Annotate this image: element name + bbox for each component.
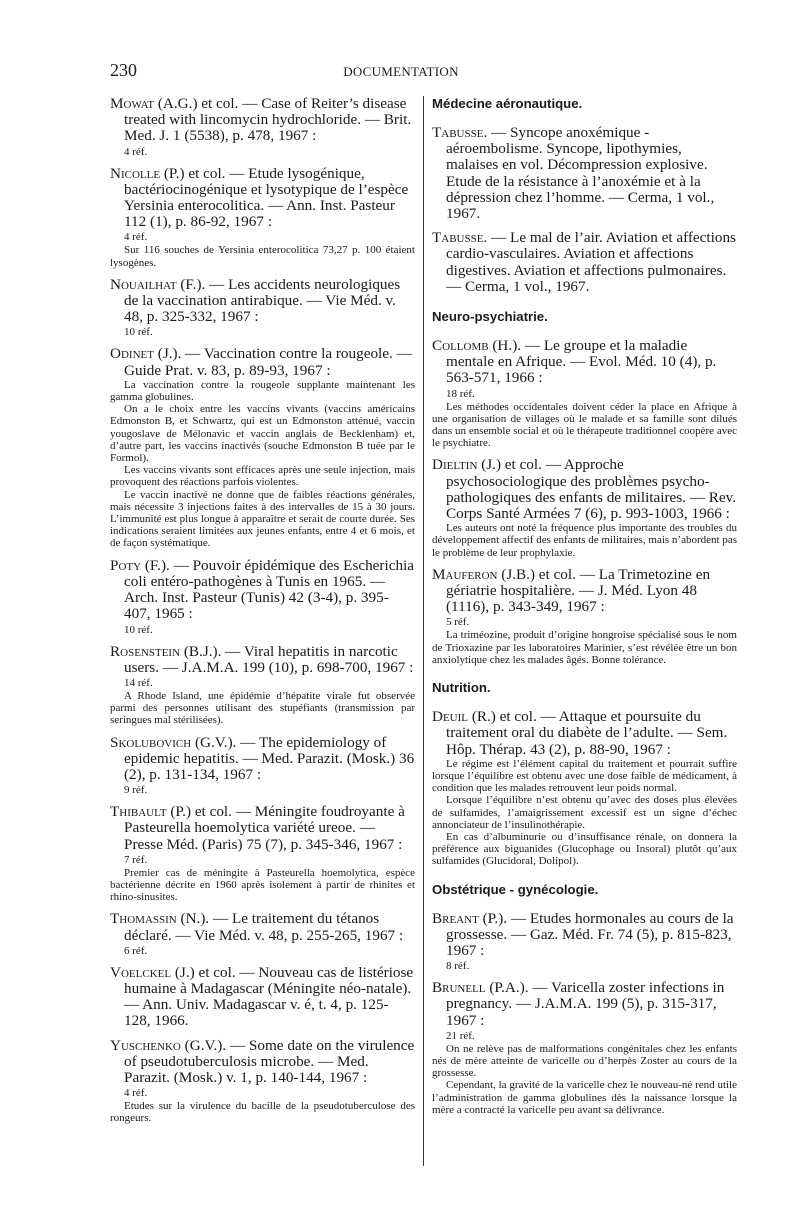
entry-abstract	[432, 1043, 737, 1116]
entry-abstract	[110, 1100, 415, 1124]
bibliography-entry	[432, 338, 737, 449]
bibliography-entry	[432, 567, 737, 666]
bibliography-entry	[110, 277, 415, 339]
entry-reference-count: 10 réf.	[124, 326, 153, 339]
bibliography-entry	[432, 980, 737, 1116]
entry-author: Voelckel	[110, 963, 172, 981]
entry-citation	[110, 735, 415, 784]
entry-author: Brunell	[432, 979, 486, 997]
bibliography-entry	[110, 804, 415, 903]
entry-abstract	[110, 867, 415, 904]
abstract-paragraph: Cependant, la gravité de la varicelle chez le nouveau-né rend utile l’administration de gamma globulines dès la naissance lorsque la mère a contracté la varicelle peu avant sa délivrance.	[432, 1079, 737, 1116]
entry-citation	[432, 230, 737, 295]
bibliography-entry	[110, 1038, 415, 1125]
entry-abstract	[110, 690, 415, 727]
entry-citation	[432, 125, 737, 222]
bibliography-entry	[432, 911, 737, 973]
section-title: Obstétrique - gynécologie.	[432, 881, 599, 897]
bibliography-entry	[110, 96, 415, 158]
abstract-paragraph: A Rhode Island, une épidémie d’hépatite virale fut observée parmi des personnes utilisant des stupéfiants (transmission par seringues mal stérilisées).	[110, 689, 415, 727]
entry-author: Mowat	[110, 95, 155, 112]
entry-citation-text: (R.) et col. — Attaque et poursuite du traitement oral du diabète de l’adulte. — Sem. Hôp. Thérap. 43 (2), p. 88-90, 1967 :	[446, 708, 728, 758]
entry-reference-count: 14 réf.	[124, 676, 153, 689]
entry-citation-text: (F.). — Pouvoir épidémique des Escherichia coli entéro-pathogènes à Tunis en 1965. — Arch. Inst. Pasteur (Tunis) 42 (3-4), p. 395-407, 1965 :	[124, 556, 414, 623]
entry-abstract	[110, 244, 415, 268]
entry-citation	[110, 96, 415, 145]
section	[432, 680, 737, 867]
entry-author: Nicolle	[110, 164, 161, 182]
abstract-paragraph: Lorsque l’équilibre n’est obtenu qu’avec des doses plus élevées de sulfamides, l’amaigrissement excessif est un signe d’échec annonciateur de l’insulinothérapie.	[432, 794, 737, 831]
bibliography-entry	[432, 230, 737, 295]
entry-author: Collomb	[432, 337, 489, 355]
page-number: 230	[110, 60, 137, 80]
entry-citation-text: (B.J.). — Viral hepatitis in narcotic users. — J.A.M.A. 199 (10), p. 698-700, 1967 :	[124, 642, 414, 676]
entry-citation-text: (G.V.). — The epidemiology of epidemic hepatitis. — Med. Parazit. (Mosk.) 36 (2), p. 131-134, 1967 :	[124, 733, 415, 783]
entry-author: Deuil	[432, 708, 469, 726]
entry-reference-count: 4 réf.	[124, 145, 148, 158]
bibliography-entry	[110, 558, 415, 636]
entry-citation-text: (N.). — Le traitement du tétanos déclaré. — Vie Méd. v. 48, p. 255-265, 1967 :	[124, 910, 404, 944]
entry-reference-count: 7 réf.	[124, 853, 148, 866]
entry-citation-text: . — Le mal de l’air. Aviation et affections cardio-vasculaires. Aviation et affections digestives. Aviation et affections pulmonaires. — Cerma, 1 vol., 1967.	[446, 229, 736, 295]
entry-citation-text: (H.). — Le groupe et la maladie mentale en Afrique. — Evol. Méd. 10 (4), p. 563-571, 1966 :	[446, 337, 717, 387]
entry-citation	[432, 911, 737, 960]
entry-citation	[432, 567, 737, 616]
entry-citation	[110, 1038, 415, 1087]
abstract-paragraph: La triméozine, produit d’origine hongroise spécialisé sous le nom de Trioxazine par les laboratoires Marinier, s’est révélée être un bon anxiolytique chez les malades âgés. Bonne tolérance.	[432, 629, 737, 666]
entry-author: Thibault	[110, 803, 167, 821]
section-title: Neuro-psychiatrie.	[432, 309, 548, 325]
entry-citation	[110, 346, 415, 378]
bibliography-entry	[110, 911, 415, 956]
entry-citation-text: (J.) et col. — Approche psychosociologique des problèmes psycho-pathologiques des enfants de militaires. — Rev. Corps Santé Armées 7 (6), p. 993-1003, 1966 :	[446, 456, 737, 523]
entry-abstract	[432, 758, 737, 868]
bibliography-entry	[110, 346, 415, 549]
entry-reference-count: 21 réf.	[446, 1029, 475, 1042]
entry-reference-count: 6 réf.	[124, 944, 148, 957]
entry-abstract	[432, 629, 737, 666]
entry-author: Odinet	[110, 345, 154, 363]
bibliography-entry	[110, 644, 415, 727]
entry-citation	[432, 457, 737, 522]
bibliography-entry	[110, 166, 415, 269]
section	[432, 96, 737, 295]
abstract-paragraph: On ne relève pas de malformations congénitales chez les enfants nés de mère atteinte de varicelle ou d’herpès Zoster au cours de la grossesse.	[432, 1042, 737, 1080]
entry-citation	[432, 338, 737, 387]
running-title: DOCUMENTATION	[343, 64, 459, 79]
abstract-paragraph: En cas d’albuminurie ou d’insuffisance rénale, on donnera la préférence aux biguanides (Glucophage ou Insoral) plutôt qu’aux sulfamides (Glucidoral, Dolipol).	[432, 830, 737, 868]
entry-author: Rosenstein	[110, 642, 181, 660]
entry-reference-count: 9 réf.	[124, 784, 148, 797]
entry-citation-text: (F.). — Les accidents neurologiques de la vaccination antirabique. — Vie Méd. v. 48, p. 325-332, 1967 :	[124, 275, 401, 326]
entry-author: Poty	[110, 556, 142, 574]
abstract-paragraph: Etudes sur la virulence du bacille de la pseudotuberculose des rongeurs.	[110, 1100, 415, 1125]
entry-author: Tabusse	[432, 229, 484, 247]
entry-citation	[432, 980, 737, 1029]
entry-author: Dieltin	[432, 456, 478, 474]
section-title: Médecine aéronautique.	[432, 96, 583, 111]
entry-reference-count: 18 réf.	[446, 387, 475, 400]
entry-citation-text: (J.) et col. — Nouveau cas de listériose humaine à Madagascar (Méningite néo-natale). — Ann. Univ. Madagascar v. é, t. 4, p. 125-128, 1966.	[124, 963, 414, 1030]
entry-citation	[110, 965, 415, 1030]
entry-reference-count: 4 réf.	[124, 231, 148, 244]
entry-citation-text: (P.A.). — Varicella zoster infections in pregnancy. — J.A.M.A. 199 (5), p. 315-317, 1967 :	[446, 979, 725, 1029]
left-column	[110, 96, 415, 1133]
abstract-paragraph: Le vaccin inactivé ne donne que de faibles réactions générales, mais nécessite 3 injections faites à des intervalles de 15 à 30 jours. L’immunité est plus longue à apparaître et serait de courte durée. Ses indications seraient limitées aux jeunes enfants, entre 4 et 6 mois, et de façon systématique.	[110, 488, 415, 550]
entry-citation	[432, 709, 737, 758]
entry-author: Thomassin	[110, 910, 177, 928]
entry-citation-text: (A.G.) et col. — Case of Reiter’s disease treated with lincomycin hydrochloride. — Brit. Med. J. 1 (5538), p. 478, 1967 :	[124, 95, 412, 145]
section-title: Nutrition.	[432, 680, 491, 696]
abstract-paragraph: Les méthodes occidentales doivent céder la place en Afrique à une organisation de villages où le malade et sa famille sont dilués dans un ensemble social et où le thérapeute traditionnel coopère avec le psychiatre.	[432, 400, 737, 450]
entry-citation-text: . — Syncope anoxémique - aéroembolisme. Syncope, lipothymies, malaises en vol. Décompression explosive. Etude de la résistance à l’anoxémie et à la dépression chez l’homme. — Cerma, 1 vol., 1967.	[446, 124, 715, 223]
abstract-paragraph: On a le choix entre les vaccins vivants (vaccins américains Edmonston B, et Schwartz, qui est un Edmonston atténué, vaccin yougoslave de Mélonavic et vaccin anglais de Becklenham) et, d’autre part, les vaccins inactivés (souche Edmonston B tuée par le Formol).	[110, 403, 415, 465]
entry-author: Nouailhat	[110, 275, 177, 293]
entry-citation-text: (P.) et col. — Etude lysogénique, bactériocinogénique et lysotypique de l’espèce Yersinia enterocolitica. — Ann. Inst. Pasteur 112 (1), p. 86-92, 1967 :	[124, 164, 409, 231]
entry-abstract	[432, 401, 737, 450]
entry-author: Yuschenko	[110, 1036, 181, 1054]
bibliography-entry	[110, 965, 415, 1030]
abstract-paragraph: Le régime est l’élément capital du traitement et pourrait suffire lorsque l’équilibre est obtenu avec une dose faible de médicament, à condition que les malades retrouvent leur poids normal.	[432, 757, 737, 795]
page-header	[110, 60, 692, 86]
entry-reference-count: 4 réf.	[124, 1087, 148, 1100]
abstract-paragraph: Les auteurs ont noté la fréquence plus importante des troubles du développement affectif des enfants de militaires, mais n’abordent pas le problème de leur prophylaxie.	[432, 522, 737, 559]
entry-citation	[110, 804, 415, 853]
abstract-paragraph: La vaccination contre la rougeole supplante maintenant les gamma globulines.	[110, 378, 415, 404]
bibliography-entry	[432, 457, 737, 558]
section	[432, 309, 737, 666]
entry-author: Breant	[432, 909, 479, 927]
entry-author: Mauferon	[432, 565, 498, 583]
section	[432, 882, 737, 1116]
column-divider	[423, 96, 424, 1166]
abstract-paragraph: Sur 116 souches de Yersinia enterocolitica 73,27 p. 100 étaient lysogènes.	[110, 244, 415, 269]
entry-author: Tabusse	[432, 124, 484, 141]
abstract-paragraph: Premier cas de méningite à Pasteurella hoemolytica, espèce bactérienne décrite en 1960 après isolement à partir de rhinites et rhino-sinusites.	[110, 866, 415, 904]
entry-reference-count: 5 réf.	[446, 616, 470, 629]
entry-abstract	[432, 522, 737, 559]
entry-citation-text: (J.). — Vaccination contre la rougeole. — Guide Prat. v. 83, p. 89-93, 1967 :	[124, 345, 412, 379]
entry-abstract	[110, 379, 415, 550]
entry-citation	[110, 558, 415, 623]
entry-citation	[110, 277, 415, 326]
entry-citation-text: (P.). — Etudes hormonales au cours de la grossesse. — Gaz. Méd. Fr. 74 (5), p. 815-823, 1967 :	[446, 909, 734, 959]
entry-citation	[110, 644, 415, 676]
entry-citation-text: (J.B.) et col. — La Trimetozine en gériatrie hospitalière. — J. Méd. Lyon 48 (1116), p. 343-349, 1967 :	[446, 565, 711, 616]
bibliography-entry	[110, 735, 415, 797]
bibliography-entry	[432, 125, 737, 222]
abstract-paragraph: Les vaccins vivants sont efficaces après une seule injection, mais provoquent des réactions parfois violentes.	[110, 464, 415, 489]
right-column	[432, 96, 737, 1130]
entry-reference-count: 8 réf.	[446, 960, 470, 973]
entry-citation	[110, 911, 415, 943]
entry-citation-text: (G.V.). — Some date on the virulence of pseudotuberculosis microbe. — Med. Parazit. (Mosk.) v. 1, p. 140-144, 1967 :	[124, 1036, 415, 1086]
bibliography-entry	[432, 709, 737, 867]
entry-citation-text: (P.) et col. — Méningite foudroyante à Pasteurella hoemolytica variété ureoe. — Presse Méd. (Paris) 75 (7), p. 345-346, 1967 :	[124, 803, 405, 853]
entry-author: Skolubovich	[110, 733, 192, 751]
entry-citation	[110, 166, 415, 231]
entry-reference-count: 10 réf.	[124, 623, 153, 636]
